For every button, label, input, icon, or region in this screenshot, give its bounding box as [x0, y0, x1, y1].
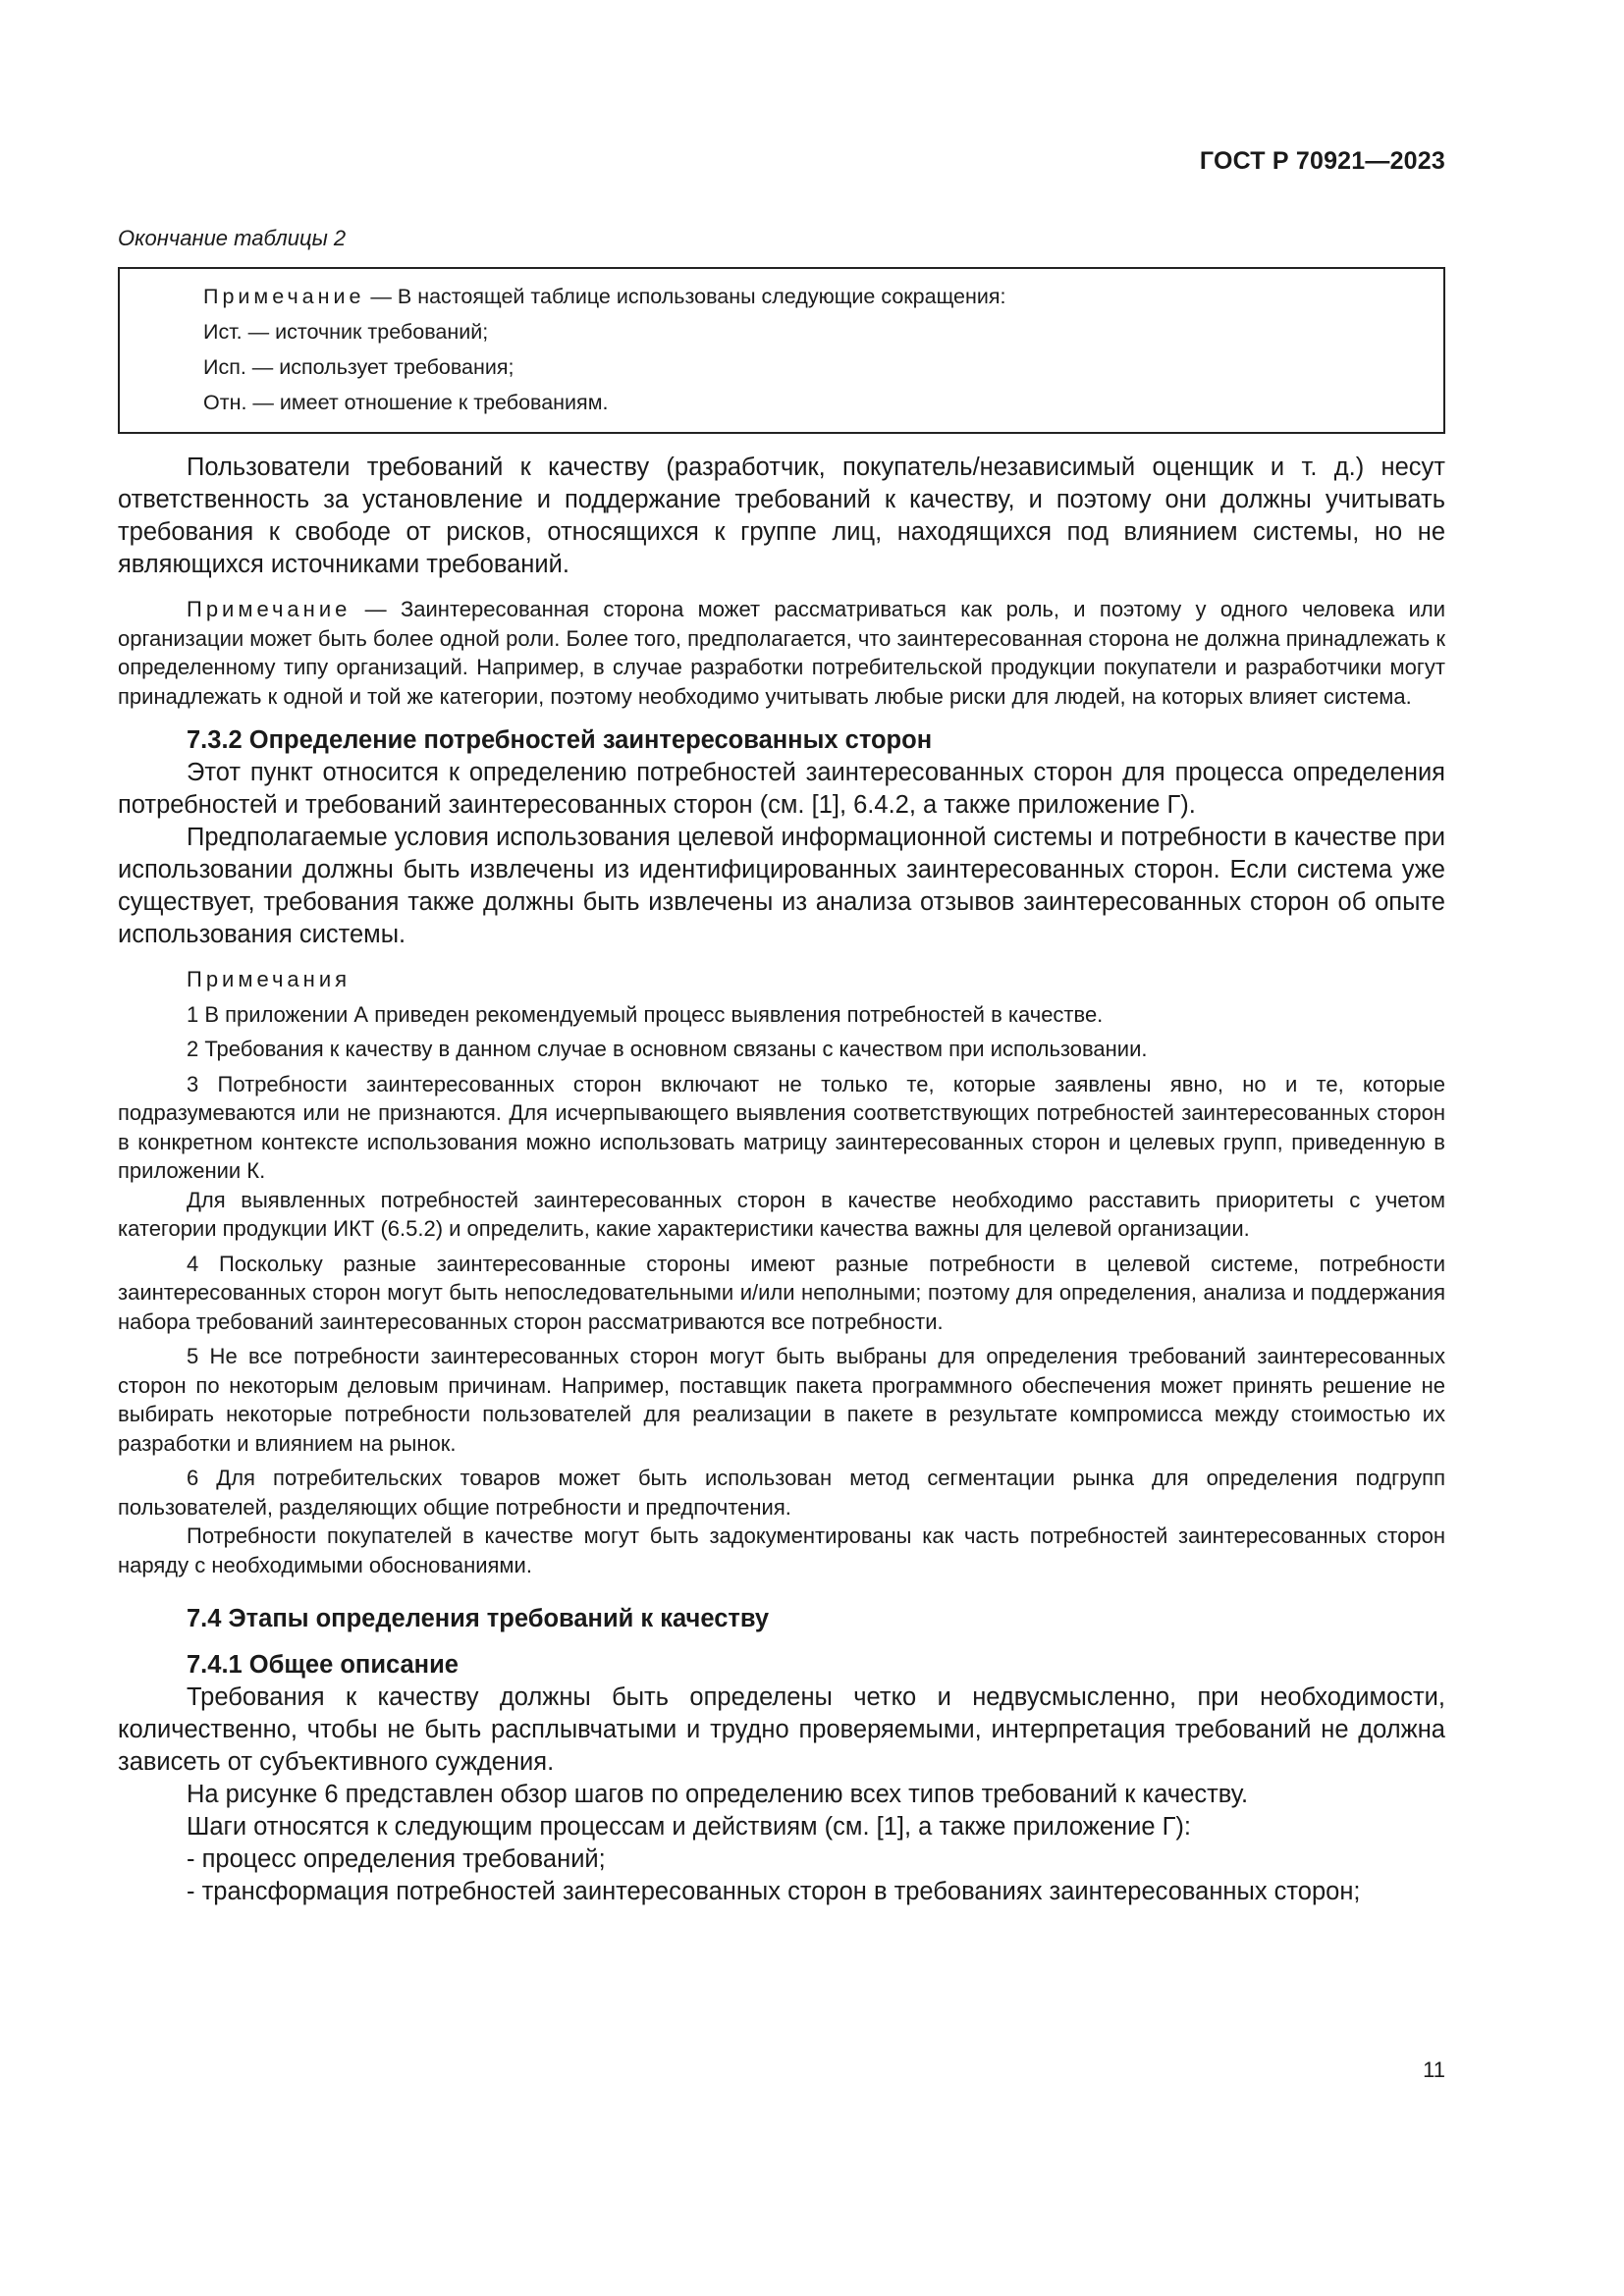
- note-text: — Заинтересованная сторона может рассматриваться как роль, и поэтому у одного человека или организации может быть более одной роли. Более того, предполагается, что заинтересованная сторона не должна принадлежать к определенному типу организаций. Например, в случае разработки потребительской продукции покупатели и разработчики могут принадлежать к одной и той же категории, поэтому необходимо учитывать любые риски для людей, на которых влияет система.: [118, 597, 1445, 709]
- abbreviation-item: Исп. — использует требования;: [203, 355, 514, 379]
- note-item: 6 Для потребительских товаров может быть использован метод сегментации рынка для определения подгрупп пользователей, разделяющих общие потребности и предпочтения.: [118, 1466, 1445, 1520]
- note-item: 5 Не все потребности заинтересованных сторон могут быть выбраны для определения требований заинтересованных сторон по некоторым деловым причинам. Например, поставщик пакета программного обеспечения может принять решение не выбирать некоторые потребности пользователей для реализации в пакете в результате компромисса между стоимостью их разработки и влиянием на рынок.: [118, 1344, 1445, 1456]
- note-stakeholder-role: [118, 595, 1445, 711]
- note-label: Примечание: [203, 285, 365, 308]
- note-item: Для выявленных потребностей заинтересованных сторон в качестве необходимо расставить приоритеты с учетом категории продукции ИКТ (6.5.2) и определить, какие характеристики качества важны для целевой организации.: [118, 1187, 1445, 1241]
- paragraph-7-3-2-extraction: Предполагаемые условия использования целевой информационной системы и потребности в качестве при использовании должны быть извлечены из идентифицированных заинтересованных сторон. Если система уже существует, требования также должны быть извлечены из анализа отзывов заинтересованных сторон об опыте использования системы.: [118, 824, 1445, 948]
- note-text: — В настоящей таблице использованы следующие сокращения:: [364, 285, 1006, 308]
- paragraph-7-4-1-definition: Требования к качеству должны быть определены четко и недвусмысленно, при необходимости, количественно, чтобы не быть расплывчатыми и трудно проверяемыми, интерпретация требований не должна зависеть от субъективного суждения.: [118, 1683, 1445, 1776]
- document-header: ГОСТ Р 70921—2023: [1199, 147, 1445, 175]
- paragraph-7-3-2-scope: Этот пункт относится к определению потребностей заинтересованных сторон для процесса определения потребностей и требований заинтересованных сторон (см. [1], 6.4.2, а также приложение Г).: [118, 759, 1445, 819]
- note-item: Потребности покупателей в качестве могут быть задокументированы как часть потребностей заинтересованных сторон наряду с необходимыми обоснованиями.: [118, 1523, 1445, 1577]
- list-item: - трансформация потребностей заинтересованных сторон в требованиях заинтересованных сторон;: [187, 1878, 1361, 1905]
- note-item: 3 Потребности заинтересованных сторон включают не только те, которые заявлены явно, но и те, которые подразумеваются или не признаются. Для исчерпывающего выявления соответствующих потребностей заинтересованных сторон в конкретном контексте использования можно использовать матрицу заинтересованных сторон и целевых групп, приведенную в приложении К.: [118, 1071, 1445, 1183]
- table-note-box: [118, 267, 1445, 434]
- abbreviation-item: Отн. — имеет отношение к требованиям.: [203, 391, 609, 414]
- note-item: 1 В приложении А приведен рекомендуемый процесс выявления потребностей в качестве.: [187, 1001, 1104, 1027]
- note-label: Примечание: [187, 597, 352, 621]
- page-content: [118, 226, 1445, 1908]
- note-item: 4 Поскольку разные заинтересованные стороны имеют разные потребности в целевой системе, потребности заинтересованных сторон могут быть непоследовательными и/или неполными; поэтому для определения, анализа и поддержания набора требований заинтересованных сторон рассматриваются все потребности.: [118, 1251, 1445, 1334]
- section-heading-7-3-2: 7.3.2 Определение потребностей заинтересованных сторон: [187, 726, 933, 754]
- table-note-line: [203, 279, 1443, 314]
- notes-label: Примечания: [187, 967, 352, 991]
- section-heading-7-4-1: 7.4.1 Общее описание: [187, 1651, 459, 1679]
- list-item: - процесс определения требований;: [187, 1845, 606, 1873]
- section-heading-7-4: 7.4 Этапы определения требований к качеству: [187, 1605, 770, 1632]
- page-number: 11: [1423, 2057, 1445, 2082]
- paragraph-users: Пользователи требований к качеству (разработчик, покупатель/независимый оценщик и т. д.) несут ответственность за установление и поддержание требований к качеству, и поэтому они должны учитывать требования к свободе от рисков, относящихся к группе лиц, находящихся под влиянием системы, но не являющихся источниками требований.: [118, 454, 1445, 578]
- note-item: 2 Требования к качеству в данном случае в основном связаны с качеством при использовании.: [187, 1037, 1148, 1061]
- abbreviation-item: Ист. — источник требований;: [203, 320, 489, 344]
- paragraph-7-4-1-figure-ref: На рисунке 6 представлен обзор шагов по определению всех типов требований к качеству.: [187, 1781, 1249, 1808]
- table-continuation-caption: Окончание таблицы 2: [118, 226, 347, 250]
- paragraph-7-4-1-steps: Шаги относятся к следующим процессам и действиям (см. [1], а также приложение Г):: [187, 1813, 1191, 1841]
